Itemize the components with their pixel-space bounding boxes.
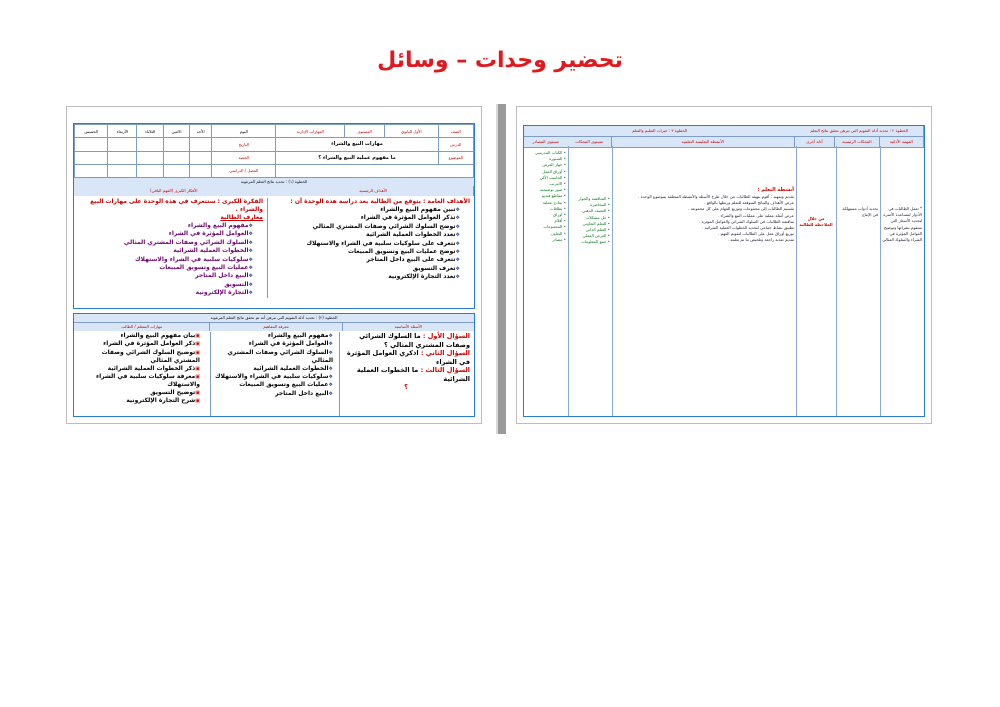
header-cell: المستوى (345, 125, 385, 138)
q2-label: السؤال الثاني : (420, 349, 470, 357)
list-item: ❖ توضح السلوك الشرائي وصفات المشتري المثالي (280, 223, 460, 231)
row-label: الفصل / الدراسي (212, 164, 276, 177)
q2-text: اذكري العوامل المؤثرة في الشراء (346, 349, 470, 366)
activity-item: عرض الأهداف والنتائج المتوقعة للتعلم وربطها بالواقع . (704, 200, 794, 206)
section2-header: الخطوة (٢) : تحديد أدلة التقويم التي تبرهن أنه تم تحقق نتائج التعلم المرغوبة (74, 314, 474, 322)
header-cell: اليوم (212, 125, 276, 138)
knowledge-column (210, 332, 340, 416)
activities-title: أنشطة التعلم : (757, 187, 794, 193)
header-cell: الثلاثاء (137, 125, 163, 138)
activities-column (614, 186, 794, 244)
unit-plan-block (73, 123, 475, 309)
resource-item: • الانترنت (549, 181, 566, 187)
list-item: ❖ العوامل المؤثرة في الشراء (78, 230, 253, 238)
method-item: • المناقشة والحوار (578, 196, 610, 201)
col-questions: الأسئلة الأساسية (394, 324, 422, 329)
list-item: ❖ تتعرف على سلوكيات سلبية في الشراء والاستهلاك (280, 240, 460, 248)
col-skills: مهارات المتعلم / الطالب (121, 324, 163, 329)
resource-item: • الكتاب المدرسي (535, 150, 566, 155)
list-item: ▣ ذكر الخطوات العملية الشرائية (78, 365, 200, 373)
method-item: • التعلم التعاوني (582, 220, 610, 226)
col-evidence: أدلة أخرى (795, 137, 836, 147)
header-cell: الأحد (190, 125, 212, 138)
list-item: ❖ السلوك الشرائي وصفات المشتري المثالي (78, 239, 253, 247)
activity-item: مناقشة الطالبات في السلوك الشرائي والعوامل المؤثرة . (699, 218, 794, 224)
activity-item: تقسيم الطالبات إلى مجموعات وتوزيع المهام على كل مجموعة . (688, 206, 794, 212)
q1-text: ما السلوك الشرائي وصفات المشتري المثالي ؟ (359, 332, 470, 349)
general-goals-title: الأهداف العامة : يتوقع من الطالبة بعد دراسة هذه الوحدة أن : (290, 198, 470, 205)
resource-item: • نماذج عملية (542, 199, 566, 205)
general-goals-list (280, 206, 470, 282)
method-item: • حل مشكلات (585, 214, 610, 220)
list-item: ❖ الخطوات العملية الشرائية (211, 365, 333, 373)
list-item: ❖ تعدد التجارة الإلكترونية (280, 273, 460, 281)
questions-column (342, 332, 470, 392)
list-item: ▣ شرح التجارة الإلكترونية (78, 397, 200, 405)
list-item: ❖ تعرف التسويق (280, 265, 460, 273)
col-activities: الأنشطة التعليمية التعلمية (612, 137, 795, 147)
list-item: ❖ سلوكيات سلبية في الشراء والاستهلاك (211, 373, 333, 381)
method-item: • المحاضرة (590, 202, 610, 208)
activity-item: تطبيق نشاط جماعي لتحديد الخطوات العملية الشرائية . (701, 225, 794, 231)
list-item: ❖ التجارة الإلكترونية (78, 289, 253, 297)
big-ideas-title: الفكرة الكبرى : ستتعرف في هذه الوحدة على مهارات البيع والشراء . (90, 198, 263, 213)
q3-mark: ؟ (404, 383, 408, 391)
big-ideas (78, 198, 268, 298)
list-item: ❖ تذكر العوامل المؤثرة في الشراء (280, 214, 460, 222)
page-title: تحضير وحدات – وسائل (377, 48, 623, 73)
list-item: ❖ العوامل المؤثرة في الشراء (211, 340, 333, 348)
left-page (66, 106, 482, 424)
header-cell: المهارات الإدارية (276, 125, 345, 138)
list-item: ❖ الخطوات العملية الشرائية (78, 247, 253, 255)
list-item: ❖ عمليات البيع وتسويق المبيعات (78, 264, 253, 272)
header-right-step3: الخطوة ٣ : خبرات التعليم والتعلم (632, 128, 688, 133)
unit-info-table (74, 124, 474, 178)
header-cell: الأول الثانوي (385, 125, 439, 138)
learning-experiences-block (523, 125, 925, 417)
activity-item: توزيع أوراق عمل على الطالبات لتقويم الفهم . (718, 231, 794, 237)
list-item: ❖ عمليات البيع وتسويق المبيعات (211, 381, 333, 389)
center-gutter (496, 104, 506, 434)
resource-item: • أقلام (554, 218, 566, 224)
row-label: الموضوع (438, 151, 473, 164)
resources-column (526, 150, 566, 243)
list-item: ❖ مفهوم البيع والشراء (78, 222, 253, 230)
list-item: ❖ تتعرف على البيع داخل المتاجر (280, 256, 460, 264)
header-cell: الصف (438, 125, 473, 138)
col-resources: مستوى المصادر (532, 139, 559, 144)
list-item: ❖ البيع داخل المتاجر (78, 272, 253, 280)
resource-item: • أوراق العمل (542, 168, 566, 174)
row-label: الدرس (438, 138, 473, 151)
resource-item: • السبورة (549, 156, 566, 162)
activity-item: تقديم تغذية راجعة وتلخيص ما تم تعلمه . (727, 237, 794, 243)
activity-item: تقديم وتمهيد : أقوم بتهيئة الطالبات من خلال طرح الأسئلة والأنشطة المتعلقة بموضوع الوحدة . (638, 194, 794, 199)
resource-item: • التعاون (550, 230, 566, 236)
q3-text: ما الخطوات العملية الشرائية (356, 366, 470, 383)
col-criteria: المحكات الرئيسية (835, 137, 879, 147)
list-item: ▣ توضيح السلوك الشرائي وصفات المشتري المثالي (78, 349, 200, 365)
list-item: ▣ ذكر العوامل المؤثرة في الشراء (78, 340, 200, 348)
resource-item: • صور توضيحية (539, 187, 566, 193)
list-item: ❖ توضح عمليات البيع وتسويق المبيعات (280, 248, 460, 256)
resource-item: • مصادر (551, 236, 566, 242)
list-item: ❖ التسويق (78, 281, 253, 289)
lesson-question: ما مفهوم عملية البيع والشراء ؟ (276, 151, 438, 164)
list-item: ▣ توضيح التسويق (78, 389, 200, 397)
main-ideas-header: الأهداف الرئيسية (274, 186, 475, 196)
list-item: ▣ بيان مفهوم البيع والشراء (78, 332, 200, 340)
assessment-block (73, 313, 475, 417)
header-left-step2: الخطوة ٢ : تحديد أدلة التقويم التي تبرهن تحقق نتائج التعلم (795, 126, 924, 136)
list-item: ❖ تبين مفهوم البيع والشراء (280, 206, 460, 214)
criteria-text: تحديد أدوات مستهلكة في الإنتاج (842, 206, 878, 218)
header-cell: الأربعاء (108, 125, 137, 138)
right-page (516, 106, 932, 424)
col-task: المهمة الأدائية (880, 137, 924, 147)
method-item: • العصف الذهني (582, 208, 610, 214)
objectives-header: الخطوة (١) : تحديد نتائج التعلم المرغوبة (74, 178, 474, 186)
big-ideas-list (78, 222, 263, 298)
methods-column (570, 196, 610, 246)
header-cell: الخميس (75, 125, 108, 138)
list-item: ❖ تعدد الخطوات العملية الشرائية (280, 231, 460, 239)
list-item: ❖ مفهوم البيع والشراء (211, 332, 333, 340)
list-item: ❖ البيع داخل المتاجر (211, 390, 333, 398)
method-item: • العرض العملي (582, 233, 610, 239)
list-item: ❖ سلوكيات سلبية في الشراء والاستهلاك (78, 256, 253, 264)
method-item: • التعلم الذاتي (585, 227, 610, 233)
unit-title: مهارات البيع والشراء (276, 138, 438, 151)
row-label: التاريخ (212, 138, 276, 151)
col-methods: مستوى المحكات (567, 137, 611, 147)
activity-item: عرض أمثلة عملية على عمليات البيع والشراء . (717, 212, 794, 218)
evidence-text: من خلال الملاحظة للطالبة (799, 216, 833, 227)
skills-column (78, 332, 206, 406)
resource-item: • الحاسب الآلي (539, 174, 566, 180)
q3-label: السؤال الثالث : (420, 366, 470, 374)
resource-item: • جهاز العرض (542, 162, 566, 168)
skills-list (78, 332, 206, 406)
resource-item: • مقاطع فيديو (542, 193, 566, 199)
knowledge-list (211, 332, 339, 398)
q1-label: السؤال الأول : (422, 332, 470, 340)
row-label: الحصة (212, 151, 276, 164)
list-item: ▣ معرفة سلوكيات سلبية في الشراء والاستهلاك (78, 373, 200, 389)
resource-item: • المجموعات (543, 224, 566, 230)
resource-item: • بطاقات (549, 205, 566, 211)
general-goals (280, 198, 470, 282)
method-item: • جمع المعلومات (581, 239, 610, 245)
col-knowledge: معرفة المفاهيم (209, 323, 342, 331)
task-text: * تعمل الطالبات في الأدوار لمساعدة الأسرة لتحديد الأسعار التي ستقوم بشرائها وتوضيح العوامل المؤثرة في الشراء والسلوك المثالي (882, 206, 922, 243)
header-cell: الاثنين (163, 125, 189, 138)
big-ideas-sub: معارف الطالبة (220, 214, 263, 221)
big-ideas-header: الأفكار الكبرى (الفهم الباقي) (149, 188, 198, 193)
list-item: ❖ السلوك الشرائي وصفات المشتري المثالي (211, 349, 333, 365)
resource-item: • أوراق (553, 212, 566, 218)
